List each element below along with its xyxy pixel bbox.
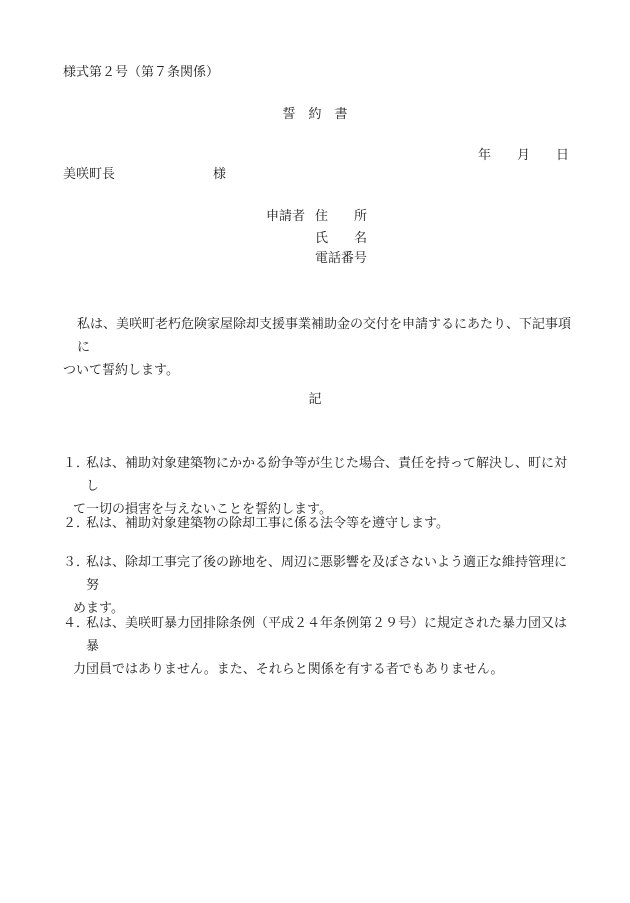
form-number-label: 様式第２号（第７条関係） [63,65,220,80]
applicant-name-label: 氏 名 [315,231,368,246]
addressee-honorific: 様 [213,167,227,182]
addressee-name: 美咲町長 [63,167,116,182]
date-day-label: 日 [556,148,570,163]
pledge-item-line: て一切の損害を与えないことを誓約します。 [73,502,332,517]
pledge-item-2 [63,512,573,535]
pledge-item-1 [63,452,573,521]
applicant-address-label: 住 所 [315,209,368,224]
pledge-item-line: 力団員ではありません。また、それらと関係を有する者でもありません。 [73,662,504,677]
pledge-item-number: １． [63,456,90,471]
pledge-item-4 [63,612,573,681]
pledge-item-line: 私は、除却工事完了後の跡地を、周辺に悪影響を及ぼさないよう適正な維持管理に努 [86,555,568,593]
pledge-item-line: めます。 [73,601,124,616]
intro-line-1: 私は、美咲町老朽危険家屋除却支援事業補助金の交付を申請するにあたり、下記事項に [77,317,572,355]
pledge-item-line: 私は、美咲町暴力団排除条例（平成２４年条例第２９号）に規定された暴力団又は暴 [86,616,568,654]
document-title [0,108,630,121]
pledge-item-line: 私は、補助対象建築物にかかる紛争等が生じた場合、責任を持って解決し、町に対し [86,456,568,494]
date-year-label: 年 [478,148,492,163]
intro-paragraph [63,313,573,382]
applicant-phone-label: 電話番号 [315,251,368,266]
intro-line-2: ついて誓約します。 [63,363,179,378]
pledge-item-line: 私は、補助対象建築物の除却工事に係る法令等を遵守します。 [86,516,449,531]
document-title-text: 誓 約 書 [282,107,348,122]
ki-heading: 記 [308,392,322,407]
pledge-item-number: ４． [63,616,90,631]
date-month-label: 月 [517,148,531,163]
pledge-item-number: ３． [63,555,90,570]
applicant-label: 申請者 [266,209,306,224]
pledge-item-number: ２． [63,516,90,531]
pledge-item-3 [63,551,573,620]
